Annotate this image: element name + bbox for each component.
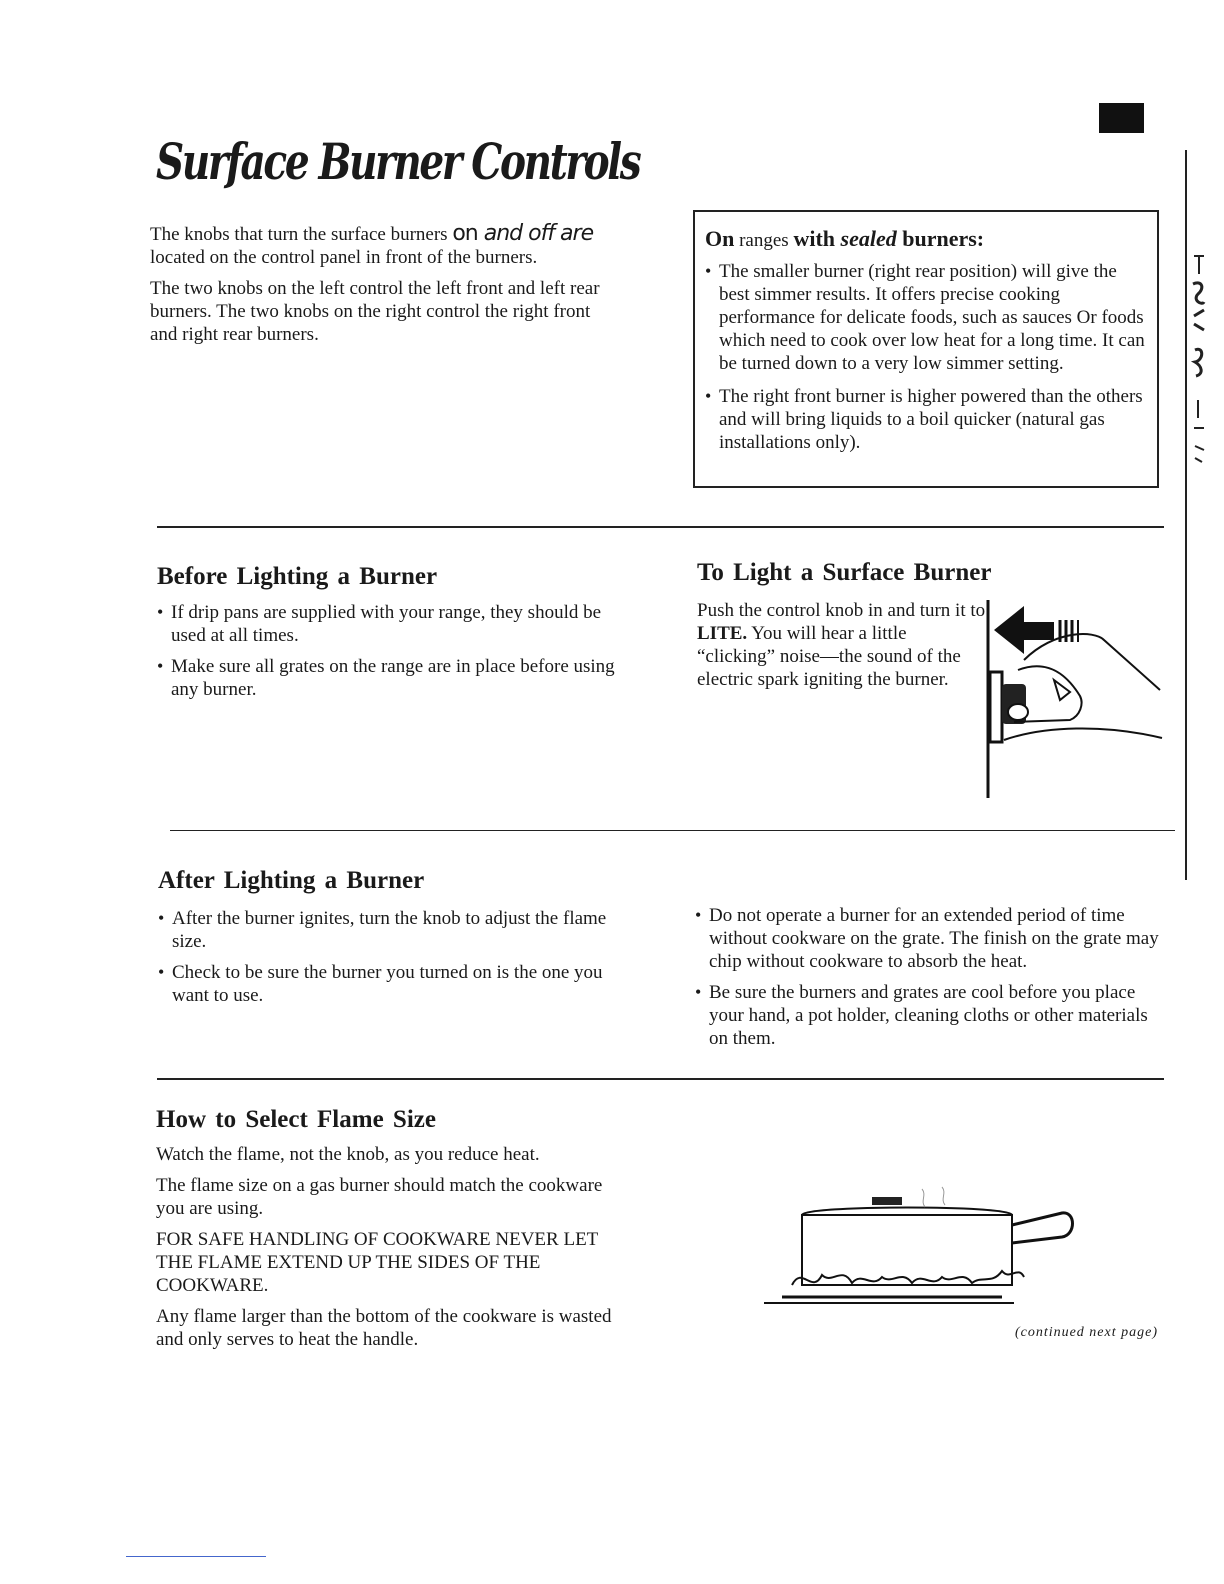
- pot-on-burner-illustration: [762, 1185, 1082, 1310]
- list-item: • If drip pans are supplied with your range, they should be used at all times.: [157, 601, 617, 647]
- to-light-section: [697, 559, 992, 691]
- to-light-text-1: Push the control knob in and turn it to: [697, 600, 986, 621]
- after-lighting-left-list: [158, 907, 628, 1007]
- box-head-sealed: sealed: [840, 226, 897, 251]
- list-item: • Check to be sure the burner you turned on is the one you want to use.: [158, 961, 628, 1007]
- continued-note: (continued next page): [1014, 1325, 1158, 1340]
- box-head-burners: burners:: [896, 226, 985, 251]
- page-title: Surface Burner Controls: [156, 132, 640, 191]
- to-light-lite: LITE.: [697, 623, 748, 644]
- after-lighting-section: [158, 867, 628, 1015]
- list-item: • Make sure all grates on the range are in place before using any burner.: [157, 655, 617, 701]
- to-light-heading: To Light a Surface Burner: [697, 559, 992, 586]
- box-head-with: with: [793, 226, 841, 251]
- intro-paragraph-1: [150, 222, 620, 269]
- box-head-on: On: [705, 226, 735, 251]
- flame-size-paragraph-4: Any flame larger than the bottom of the cookware is wasted and only serves to heat the handle.: [156, 1306, 612, 1350]
- intro-text-end: located on the control panel in front of the burners.: [150, 247, 538, 268]
- list-item: • The smaller burner (right rear position) will give the best simmer results. It offers precise cooking performance for delicate foods, such as sauces Or foods which need to cook over low heat for a long time. It can be turned down to a very low simmer setting.: [705, 260, 1147, 375]
- to-light-text-2: You will hear a little “clicking” noise—the sound of the electric spark igniting the burner.: [697, 623, 961, 690]
- flame-size-paragraph-1: Watch the flame, not the knob, as you reduce heat.: [156, 1144, 540, 1165]
- section-divider: [170, 830, 1175, 831]
- list-item: • Be sure the burners and grates are cool before you place your hand, a pot holder, cleaning cloths or other materials on them.: [695, 981, 1165, 1050]
- list-item: • The right front burner is higher powered than the others and will bring liquids to a boil quicker (natural gas installations only).: [705, 385, 1147, 454]
- before-lighting-heading: Before Lighting a Burner: [157, 563, 438, 590]
- flame-size-paragraph-2: The flame size on a gas burner should match the cookware you are using.: [156, 1175, 603, 1219]
- intro-text-start: The knobs that turn the surface burners: [150, 224, 453, 245]
- list-item: • After the burner ignites, turn the knob to adjust the flame size.: [158, 907, 628, 953]
- before-lighting-list: [157, 601, 617, 701]
- section-divider: [157, 1078, 1164, 1080]
- flame-size-warning: FOR SAFE HANDLING OF COOKWARE NEVER LET THE FLAME EXTEND UP THE SIDES OF THE COOKWARE.: [156, 1229, 598, 1296]
- after-lighting-heading: After Lighting a Burner: [158, 867, 425, 894]
- footer-rule: [126, 1556, 266, 1557]
- intro-text-on: on: [452, 221, 478, 246]
- box-head-ranges: ranges: [734, 230, 794, 251]
- sealed-box-heading: [705, 226, 1147, 252]
- intro-paragraph-2: The two knobs on the left control the left front and left rear burners. The two knobs on the right control the right front and right rear burners.: [150, 278, 600, 345]
- intro-section: [150, 222, 620, 354]
- before-lighting-section: [157, 563, 617, 709]
- after-lighting-right-column: [695, 904, 1165, 1058]
- push-knob-illustration: [984, 600, 1164, 800]
- flame-size-heading: How to Select Flame Size: [156, 1106, 436, 1133]
- corner-tab-marker: [1099, 103, 1144, 133]
- after-lighting-right-list: [695, 904, 1165, 1050]
- edge-mark-glyphs: [1190, 250, 1208, 470]
- flame-size-section: [156, 1108, 616, 1359]
- list-item: • Do not operate a burner for an extended period of time without cookware on the grate. The finish on the grate may chip without cookware to absorb the heat.: [695, 904, 1165, 973]
- section-divider: [157, 526, 1164, 528]
- intro-text-and-off: and off are: [477, 221, 594, 246]
- edge-mark-line: [1185, 150, 1187, 880]
- sealed-box-list: [705, 260, 1147, 454]
- sealed-burners-note-box: [693, 210, 1159, 488]
- to-light-instructions: [697, 599, 987, 691]
